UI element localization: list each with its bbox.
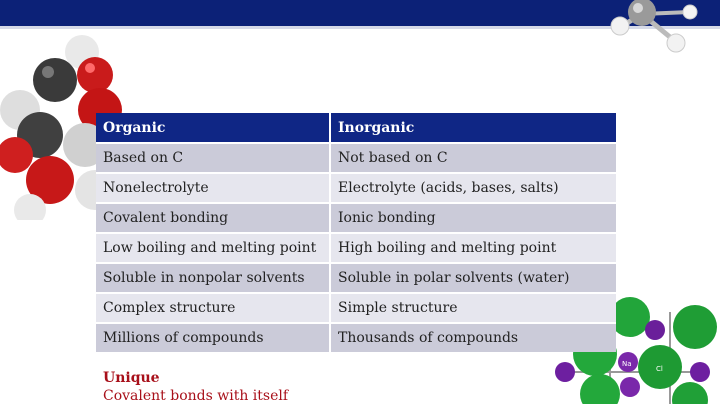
inorganic-cell: Not based on C (330, 143, 616, 173)
molecule-top-icon (600, 0, 710, 60)
table-row (96, 233, 616, 263)
organic-cell: Low boiling and melting point (96, 233, 330, 263)
sodium-label: Na (622, 360, 632, 368)
organic-cell: Nonelectrolyte (96, 173, 330, 203)
inorganic-cell: High boiling and melting point (330, 233, 616, 263)
comparison-table (96, 113, 616, 352)
table-row (96, 263, 616, 293)
note-title: Unique (103, 370, 160, 386)
organic-cell: Based on C (96, 143, 330, 173)
inorganic-cell: Simple structure (330, 293, 616, 323)
table-row (96, 323, 616, 352)
table-row (96, 143, 616, 173)
note-line: Covalent bonds with itself (103, 388, 289, 404)
inorganic-cell: Soluble in polar solvents (water) (330, 263, 616, 293)
inorganic-cell: Ionic bonding (330, 203, 616, 233)
organic-cell: Complex structure (96, 293, 330, 323)
header-organic: Organic (96, 113, 330, 143)
table-row (96, 173, 616, 203)
header-inorganic: Inorganic (330, 113, 616, 143)
notes-block (103, 369, 288, 405)
table-header-row (96, 113, 616, 143)
chlorine-label: Cl (656, 365, 663, 373)
inorganic-cell: Electrolyte (acids, bases, salts) (330, 173, 616, 203)
organic-cell: Covalent bonding (96, 203, 330, 233)
organic-cell: Soluble in nonpolar solvents (96, 263, 330, 293)
organic-cell: Millions of compounds (96, 323, 330, 352)
table-row (96, 293, 616, 323)
table-row (96, 203, 616, 233)
inorganic-cell: Thousands of compounds (330, 323, 616, 352)
